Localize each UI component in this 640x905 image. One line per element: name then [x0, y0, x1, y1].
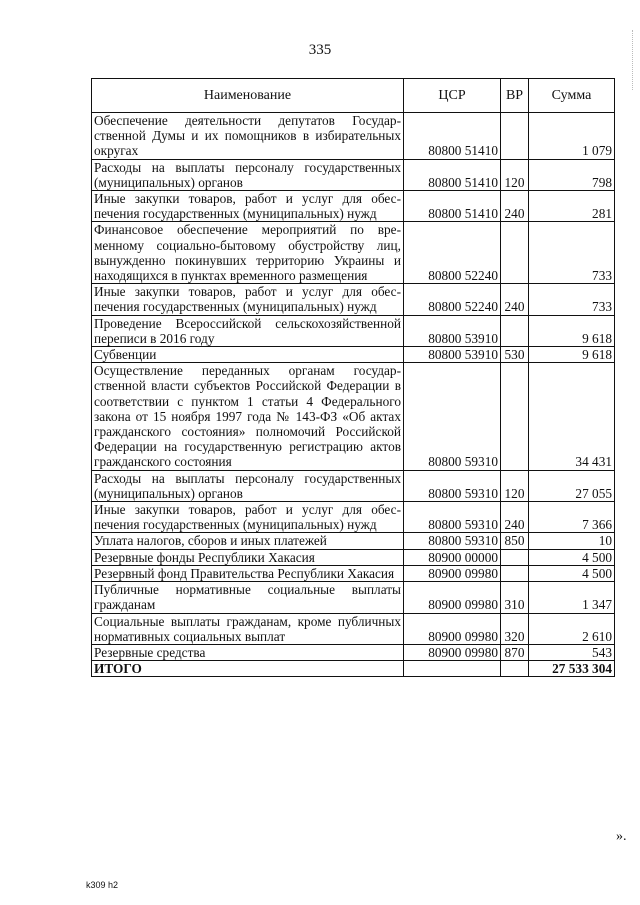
table-row	[92, 363, 615, 470]
scan-edge-mark	[632, 30, 635, 90]
row-csr: 80900 09980	[404, 644, 501, 660]
row-csr: 80800 52240	[404, 284, 501, 315]
total-label: ИТОГО	[92, 661, 404, 677]
budget-table	[91, 78, 615, 677]
row-sum: 1 079	[529, 113, 615, 160]
row-csr: 80800 59310	[404, 363, 501, 470]
table-row	[92, 502, 615, 533]
row-name: Расходы на выплаты персоналу государственных (муниципальных) органов	[92, 470, 404, 501]
row-sum: 4 500	[529, 549, 615, 565]
row-vr: 870	[501, 644, 529, 660]
row-csr: 80900 09980	[404, 582, 501, 613]
row-name: Иные закупки товаров, работ и услуг для обеспечения государственных (муниципальных) нужд	[92, 284, 404, 315]
row-vr	[501, 222, 529, 284]
page-number: 335	[308, 42, 332, 58]
table-row	[92, 582, 615, 613]
row-sum: 34 431	[529, 363, 615, 470]
row-name: Уплата налогов, сборов и иных платежей	[92, 533, 404, 549]
row-csr: 80800 51410	[404, 191, 501, 222]
row-name: Расходы на выплаты персоналу государственных (муниципальных) органов	[92, 159, 404, 190]
row-name: Резервный фонд Правительства Республики Хакасия	[92, 565, 404, 581]
row-name: Субвенции	[92, 347, 404, 363]
row-name: Социальные выплаты гражданам, кроме публичных нормативных социальных выплат	[92, 613, 404, 644]
row-vr: 240	[501, 191, 529, 222]
row-name: Резервные фонды Республики Хакасия	[92, 549, 404, 565]
row-csr: 80900 09980	[404, 613, 501, 644]
row-vr	[501, 565, 529, 581]
row-sum: 798	[529, 159, 615, 190]
row-csr: 80800 59310	[404, 533, 501, 549]
row-name: Финансовое обеспечение мероприятий по временному социально-бытовому обустройству лиц, вынужденно покинувших территорию Украины и находящихся в пунктах временного размещения	[92, 222, 404, 284]
table-row	[92, 613, 615, 644]
row-vr: 850	[501, 533, 529, 549]
row-csr: 80900 00000	[404, 549, 501, 565]
header-csr: ЦСР	[404, 79, 501, 113]
closing-quote-mark: ».	[616, 829, 627, 844]
row-vr	[501, 113, 529, 160]
table-row	[92, 113, 615, 160]
table-row	[92, 191, 615, 222]
row-vr	[501, 315, 529, 346]
total-csr-empty	[404, 661, 501, 677]
table-row	[92, 284, 615, 315]
row-vr	[501, 549, 529, 565]
row-sum: 9 618	[529, 315, 615, 346]
row-vr: 120	[501, 159, 529, 190]
table-row	[92, 644, 615, 660]
table-row	[92, 565, 615, 581]
row-csr: 80800 51410	[404, 113, 501, 160]
total-sum: 27 533 304	[529, 661, 615, 677]
row-sum: 9 618	[529, 347, 615, 363]
row-vr: 530	[501, 347, 529, 363]
table-row	[92, 159, 615, 190]
row-name: Иные закупки товаров, работ и услуг для обеспечения государственных (муниципальных) нужд	[92, 502, 404, 533]
total-vr-empty	[501, 661, 529, 677]
row-vr: 240	[501, 502, 529, 533]
header-sum: Сумма	[529, 79, 615, 113]
row-csr: 80800 59310	[404, 502, 501, 533]
table-row	[92, 315, 615, 346]
footer-code: k309 h2	[86, 880, 119, 890]
header-name: Наименование	[92, 79, 404, 113]
table-row	[92, 533, 615, 549]
row-csr: 80800 52240	[404, 222, 501, 284]
row-csr: 80800 59310	[404, 470, 501, 501]
row-csr: 80800 51410	[404, 159, 501, 190]
header-vr: ВР	[501, 79, 529, 113]
total-row	[92, 661, 615, 677]
row-sum: 281	[529, 191, 615, 222]
row-name: Иные закупки товаров, работ и услуг для обеспечения государственных (муниципальных) нужд	[92, 191, 404, 222]
row-vr	[501, 363, 529, 470]
table-header-row	[92, 79, 615, 113]
row-sum: 10	[529, 533, 615, 549]
row-vr: 320	[501, 613, 529, 644]
row-name: Осуществление переданных органам государственной власти субъектов Российской Федерации в соответствии с пунктом 1 статьи 4 Федерального закона от 15 ноября 1997 года № 143-ФЗ «Об актах гражданского состояния» полномочий Российской Федерации на государственную регистрацию актов гражданского состояния	[92, 363, 404, 470]
row-vr: 310	[501, 582, 529, 613]
row-name: Обеспечение деятельности депутатов Государственной Думы и их помощников в избирательных округах	[92, 113, 404, 160]
table-row	[92, 549, 615, 565]
row-sum: 1 347	[529, 582, 615, 613]
table-row	[92, 222, 615, 284]
row-sum: 733	[529, 284, 615, 315]
row-csr: 80900 09980	[404, 565, 501, 581]
row-name: Резервные средства	[92, 644, 404, 660]
row-csr: 80800 53910	[404, 315, 501, 346]
table-row	[92, 347, 615, 363]
row-vr: 240	[501, 284, 529, 315]
row-sum: 733	[529, 222, 615, 284]
row-vr: 120	[501, 470, 529, 501]
table-row	[92, 470, 615, 501]
row-name: Проведение Всероссийской сельскохозяйственной переписи в 2016 году	[92, 315, 404, 346]
row-sum: 27 055	[529, 470, 615, 501]
row-sum: 2 610	[529, 613, 615, 644]
row-csr: 80800 53910	[404, 347, 501, 363]
row-name: Публичные нормативные социальные выплаты гражданам	[92, 582, 404, 613]
row-sum: 543	[529, 644, 615, 660]
row-sum: 4 500	[529, 565, 615, 581]
row-sum: 7 366	[529, 502, 615, 533]
